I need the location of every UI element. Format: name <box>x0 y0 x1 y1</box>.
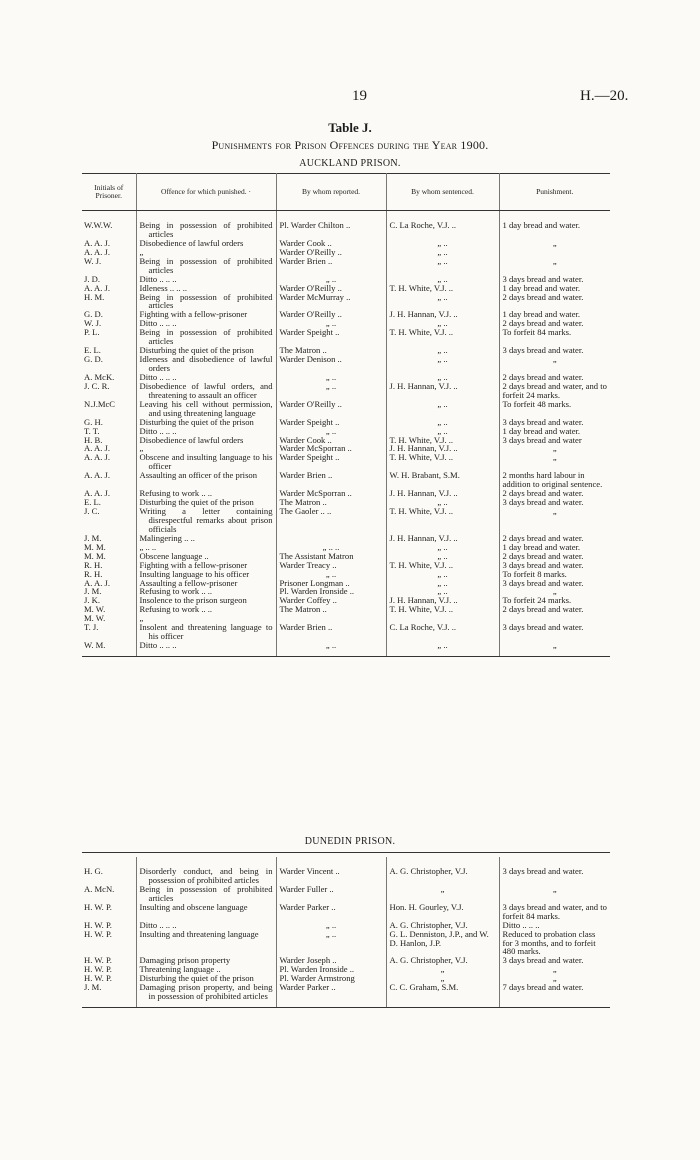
end-cell <box>386 1001 499 1008</box>
offence-cell: „ <box>136 444 276 453</box>
reported-by-cell: Warder McSporran .. <box>276 444 386 453</box>
end-cell <box>136 1001 276 1008</box>
initials-cell: G. D. <box>82 355 136 373</box>
reported-by-cell: „ .. <box>276 319 386 328</box>
punishment-cell: 2 days bread and water. <box>502 550 584 561</box>
table-top-rule <box>82 852 610 853</box>
reported-by-cell: „ .. <box>276 570 386 579</box>
punishment-cell: To forfeit 84 marks. <box>502 327 572 338</box>
punishment-cell: 3 days bread and water <box>502 434 582 445</box>
offence-cell: Ditto .. .. .. <box>136 921 276 930</box>
punishment-cell: Reduced to probation class for 3 months, and to forfeit 480 marks. <box>502 928 596 957</box>
reported-by-cell: Warder Treacy .. <box>276 561 386 570</box>
initials-cell: W.W.W. <box>82 221 136 239</box>
initials-cell: E. L. <box>82 498 136 507</box>
reported-by-cell: Warder Fuller .. <box>276 885 386 903</box>
initials-cell: A. A. J. <box>82 284 136 293</box>
reported-by-cell: Warder Speight .. <box>276 328 386 346</box>
offence-cell: Being in possession of prohibited articles <box>136 257 276 275</box>
offence-cell: Obscene language .. <box>136 552 276 561</box>
sentenced-by-cell: J. H. Hannan, V.J. .. <box>386 489 499 498</box>
offence-cell: Disorderly conduct, and being in possession of prohibited articles <box>136 867 276 885</box>
initials-cell: J. M. <box>82 983 136 1001</box>
sentenced-by-cell: C. La Roche, V.J. .. <box>386 221 499 239</box>
sentenced-by-cell: T. H. White, V.J. .. <box>386 605 499 614</box>
punishment-cell: 3 days bread and water. <box>502 622 584 633</box>
offence-cell: Disturbing the quiet of the prison <box>136 418 276 427</box>
punishment-cell: „ <box>552 964 557 975</box>
offence-cell: Fighting with a fellow-prisoner <box>136 310 276 319</box>
initials-cell: G. H. <box>82 418 136 427</box>
initials-cell: E. L. <box>82 346 136 355</box>
reported-by-cell: „ .. <box>276 373 386 382</box>
initials-cell: J. C. R. <box>82 382 136 400</box>
punishment-cell: To forfeit 8 marks. <box>502 568 567 579</box>
spacer-cell <box>82 857 136 867</box>
table-row <box>82 239 610 248</box>
sentenced-by-cell: „ .. <box>386 543 499 552</box>
reported-by-cell: Warder Brien .. <box>276 471 386 489</box>
offence-cell: Damaging prison property <box>136 956 276 965</box>
offence-cell: Leaving his cell without permission, and using threatening language <box>136 400 276 418</box>
initials-cell: H. W. P. <box>82 921 136 930</box>
offence-cell: Insulting and obscene language <box>136 903 276 921</box>
sentenced-by-cell: Hon. H. Gourley, V.J. <box>386 903 499 921</box>
reported-by-cell: Pl. Warder Chilton .. <box>276 221 386 239</box>
sentenced-by-cell: C. La Roche, V.J. .. <box>386 623 499 641</box>
table-row <box>82 221 610 239</box>
table-subtitle: Punishments for Prison Offences during the Year 1900. <box>211 138 489 152</box>
reported-by-cell: Warder Joseph .. <box>276 956 386 965</box>
table-row <box>82 903 610 921</box>
punishment-cell: To forfeit 24 marks. <box>502 595 572 606</box>
punishment-cell: 3 days bread and water. <box>502 345 584 356</box>
reported-by-cell: Pl. Warden Ironside .. <box>276 587 386 596</box>
column-header-offence: Offence for which punished. · <box>136 174 276 211</box>
reported-by-cell: Warder Parker .. <box>276 983 386 1001</box>
end-cell <box>82 650 136 657</box>
reported-by-cell: Warder Brien .. <box>276 257 386 275</box>
offence-cell: Idleness and disobedience of lawful orders <box>136 355 276 373</box>
offence-cell: Being in possession of prohibited articles <box>136 293 276 311</box>
sentenced-by-cell: „ <box>386 885 499 903</box>
table-row <box>82 400 610 418</box>
table-row <box>82 355 610 373</box>
initials-cell: J. C. <box>82 507 136 534</box>
initials-cell: W. M. <box>82 641 136 650</box>
initials-cell: A. A. J. <box>82 239 136 248</box>
initials-cell: W. J. <box>82 257 136 275</box>
reported-by-cell: The Assistant Matron <box>276 552 386 561</box>
punishment-cell: 2 days bread and water. <box>502 291 584 302</box>
table-row <box>82 641 610 650</box>
sentenced-by-cell: J. H. Hannan, V.J. .. <box>386 534 499 543</box>
initials-cell: T. T. <box>82 427 136 436</box>
sentenced-by-cell: A. G. Christopher, V.J. <box>386 956 499 965</box>
initials-cell: A. A. J. <box>82 453 136 471</box>
section-title-auckland: AUCKLAND PRISON. <box>299 158 401 169</box>
spacer-cell <box>82 211 136 222</box>
reported-by-cell: Warder McMurray .. <box>276 293 386 311</box>
offence-cell: Being in possession of prohibited articles <box>136 221 276 239</box>
reported-by-cell: „ .. <box>276 641 386 650</box>
initials-cell: A. A. J. <box>82 471 136 489</box>
table-row <box>82 507 610 534</box>
sentenced-by-cell: T. H. White, V.J. .. <box>386 328 499 346</box>
reported-by-cell: „ .. .. <box>276 543 386 552</box>
initials-cell: N.J.McC <box>82 400 136 418</box>
initials-cell: J. M. <box>82 587 136 596</box>
punishment-cell: 1 day bread and water. <box>502 220 581 230</box>
initials-cell: R. H. <box>82 561 136 570</box>
punishment-cell: „ <box>552 586 557 597</box>
sentenced-by-cell: J. H. Hannan, V.J. .. <box>386 382 499 400</box>
initials-cell: A. A. J. <box>82 489 136 498</box>
punishment-cell: „ <box>552 354 557 365</box>
table-row <box>82 293 610 311</box>
punishment-cell: 3 days bread and water. <box>502 273 584 284</box>
end-cell <box>499 1001 610 1008</box>
table-row <box>82 885 610 903</box>
sentenced-by-cell: J. H. Hannan, V.J. .. <box>386 310 499 319</box>
reported-by-cell: Warder O'Reilly .. <box>276 248 386 257</box>
initials-cell: M. M. <box>82 543 136 552</box>
punishment-cell: 2 days bread and water. <box>502 371 584 382</box>
offence-cell: Ditto .. .. .. <box>136 641 276 650</box>
offence-cell: Disobedience of lawful orders <box>136 436 276 445</box>
reported-by-cell: Pl. Warden Ironside .. <box>276 965 386 974</box>
initials-cell: H. W. P. <box>82 930 136 957</box>
punishment-cell: 3 days bread and water. <box>502 416 584 427</box>
sentenced-by-cell: J. H. Hannan, V.J. .. <box>386 596 499 605</box>
punishments-table-auckland <box>82 173 610 657</box>
offence-cell: Refusing to work .. .. <box>136 605 276 614</box>
table-row <box>82 867 610 885</box>
document-code: H.—20. <box>580 88 629 104</box>
sentenced-by-cell: A. G. Christopher, V.J. <box>386 921 499 930</box>
punishment-cell: 1 day bread and water. <box>502 425 581 436</box>
table-row <box>82 328 610 346</box>
reported-by-cell: Warder Cook .. <box>276 239 386 248</box>
sentenced-by-cell: „ .. <box>386 319 499 328</box>
reported-by-cell: The Gaoler .. .. <box>276 507 386 534</box>
punishment-cell: 3 days bread and water. <box>502 955 584 966</box>
table-row <box>82 471 610 489</box>
offence-cell: Disobedience of lawful orders, and threatening to assault an officer <box>136 382 276 400</box>
reported-by-cell: „ .. <box>276 921 386 930</box>
table-title: Table J. <box>328 120 372 135</box>
punishment-cell: 1 day bread and water. <box>502 541 581 552</box>
reported-by-cell: Warder Parker .. <box>276 903 386 921</box>
initials-cell: A. A. J. <box>82 444 136 453</box>
reported-by-cell: Warder O'Reilly .. <box>276 310 386 319</box>
reported-by-cell: Warder Vincent .. <box>276 867 386 885</box>
table-row <box>82 623 610 641</box>
initials-cell: J. K. <box>82 596 136 605</box>
offence-cell: Writing a letter containing disrespectful remarks about prison officials <box>136 507 276 534</box>
initials-cell: H. W. P. <box>82 974 136 983</box>
reported-by-cell: Warder Coffey .. <box>276 596 386 605</box>
punishment-cell: 7 days bread and water. <box>502 982 584 993</box>
offence-cell: „ <box>136 248 276 257</box>
sentenced-by-cell: J. H. Hannan, V.J. .. <box>386 444 499 453</box>
reported-by-cell: „ .. <box>276 275 386 284</box>
table-row <box>82 983 610 1001</box>
punishment-cell: 3 days bread and water. <box>502 866 584 876</box>
punishment-cell: 2 days bread and water. <box>502 488 584 499</box>
initials-cell: H. B. <box>82 436 136 445</box>
offence-cell: Idleness .. .. .. <box>136 284 276 293</box>
sentenced-by-cell: „ .. <box>386 248 499 257</box>
punishment-cell: „ <box>552 255 557 266</box>
table-end-row <box>82 1001 610 1008</box>
sentenced-by-cell: „ .. <box>386 587 499 596</box>
sentenced-by-cell: T. H. White, V.J. .. <box>386 507 499 534</box>
offence-cell: Insulting language to his officer <box>136 570 276 579</box>
reported-by-cell: Warder Cook .. <box>276 436 386 445</box>
punishment-cell: „ <box>552 237 557 248</box>
initials-cell: W. J. <box>82 319 136 328</box>
initials-cell: H. M. <box>82 293 136 311</box>
punishment-cell: 3 days bread and water. <box>502 577 584 588</box>
punishment-cell: 3 days bread and water, and to forfeit 84 marks. <box>502 901 607 921</box>
table-end-row <box>82 650 610 657</box>
offence-cell: Refusing to work .. .. <box>136 489 276 498</box>
offence-cell: Malingering .. .. <box>136 534 276 543</box>
offence-cell: Assaulting a fellow-prisoner <box>136 579 276 588</box>
end-cell <box>386 650 499 657</box>
offence-cell: Disturbing the quiet of the prison <box>136 346 276 355</box>
table-header-row <box>82 174 610 211</box>
sentenced-by-cell: „ <box>386 965 499 974</box>
offence-cell: Being in possession of prohibited articles <box>136 328 276 346</box>
offence-cell: Obscene and insulting language to his officer <box>136 453 276 471</box>
reported-by-cell: Warder O'Reilly .. <box>276 284 386 293</box>
initials-cell: A. A. J. <box>82 248 136 257</box>
punishment-cell: 2 days bread and water. <box>502 604 584 615</box>
reported-by-cell: Warder McSporran .. <box>276 489 386 498</box>
end-cell <box>82 1001 136 1008</box>
punishment-cell: To forfeit 48 marks. <box>502 398 572 409</box>
initials-cell: J. M. <box>82 534 136 543</box>
sentenced-by-cell: T. H. White, V.J. .. <box>386 453 499 471</box>
offence-cell: Being in possession of prohibited articles <box>136 885 276 903</box>
offence-cell: Insolence to the prison surgeon <box>136 596 276 605</box>
initials-cell: A. McK. <box>82 373 136 382</box>
punishments-table-dunedin <box>82 857 610 1008</box>
reported-by-cell: Pl. Warder Armstrong <box>276 974 386 983</box>
reported-by-cell: „ .. <box>276 930 386 957</box>
end-cell <box>136 650 276 657</box>
sentenced-by-cell: „ .. <box>386 570 499 579</box>
sentenced-by-cell: „ .. <box>386 641 499 650</box>
column-header-sentenced-by: By whom sentenced. <box>386 174 499 211</box>
sentenced-by-cell: T. H. White, V.J. .. <box>386 561 499 570</box>
sentenced-by-cell: „ .. <box>386 418 499 427</box>
initials-cell: A. A. J. <box>82 579 136 588</box>
column-header-punishment: Punishment. <box>499 174 610 211</box>
punishment-cell: 2 days bread and water. <box>502 318 584 329</box>
punishment-cell: „ <box>552 640 557 651</box>
sentenced-by-cell: „ .. <box>386 346 499 355</box>
punishment-cell: 1 day bread and water. <box>502 309 581 320</box>
initials-cell: T. J. <box>82 623 136 641</box>
reported-by-cell: Warder Speight .. <box>276 453 386 471</box>
sentenced-by-cell: „ .. <box>386 239 499 248</box>
offence-cell: Ditto .. .. .. <box>136 275 276 284</box>
offence-cell: Disobedience of lawful orders <box>136 239 276 248</box>
initials-cell: H. W. P. <box>82 965 136 974</box>
reported-by-cell: The Matron .. <box>276 498 386 507</box>
offence-cell: „ .. .. <box>136 543 276 552</box>
sentenced-by-cell: G. L. Denniston, J.P., and W. D. Hanlon, J.P. <box>386 930 499 957</box>
offence-cell: Insolent and threatening language to his officer <box>136 623 276 641</box>
punishment-cell: „ <box>552 506 557 516</box>
initials-cell: H. W. P. <box>82 903 136 921</box>
reported-by-cell: „ .. <box>276 382 386 400</box>
initials-cell: H. G. <box>82 867 136 885</box>
reported-by-cell: The Matron .. <box>276 605 386 614</box>
offence-cell: Fighting with a fellow-prisoner <box>136 561 276 570</box>
initials-cell: P. L. <box>82 328 136 346</box>
sentenced-by-cell: „ .. <box>386 355 499 373</box>
reported-by-cell: The Matron .. <box>276 346 386 355</box>
initials-cell: J. D. <box>82 275 136 284</box>
table-row <box>82 930 610 957</box>
column-header-reported-by: By whom reported. <box>276 174 386 211</box>
sentenced-by-cell: „ .. <box>386 400 499 418</box>
offence-cell: Assaulting an officer of the prison <box>136 471 276 489</box>
initials-cell: H. W. P. <box>82 956 136 965</box>
offence-cell: Refusing to work .. .. <box>136 587 276 596</box>
punishment-cell: 3 days bread and water. <box>502 497 584 508</box>
sentenced-by-cell: „ .. <box>386 293 499 311</box>
end-cell <box>499 650 610 657</box>
punishment-cell: 2 months hard labour in addition to original sentence. <box>502 470 603 490</box>
punishment-cell: 3 days bread and water. <box>502 559 584 570</box>
reported-by-cell: Warder O'Reilly .. <box>276 400 386 418</box>
offence-cell: „ <box>136 614 276 623</box>
offence-cell: Damaging prison property, and being in possession of prohibited articles <box>136 983 276 1001</box>
reported-by-cell: „ .. <box>276 427 386 436</box>
sentenced-by-cell: „ .. <box>386 498 499 507</box>
punishment-cell: „ <box>552 443 557 454</box>
offence-cell: Ditto .. .. .. <box>136 427 276 436</box>
reported-by-cell: Prisoner Longman .. <box>276 579 386 588</box>
sentenced-by-cell: A. G. Christopher, V.J. <box>386 867 499 885</box>
sentenced-by-cell: C. C. Graham, S.M. <box>386 983 499 1001</box>
initials-cell: M. W. <box>82 605 136 614</box>
reported-by-cell: Warder Speight .. <box>276 418 386 427</box>
reported-by-cell: Warder Denison .. <box>276 355 386 373</box>
table-row <box>82 605 610 614</box>
table-row <box>82 453 610 471</box>
punishment-cell: Ditto .. .. .. <box>502 919 540 930</box>
sentenced-by-cell: T. H. White, V.J. .. <box>386 436 499 445</box>
offence-cell: Ditto .. .. .. <box>136 319 276 328</box>
sentenced-by-cell: „ .. <box>386 257 499 275</box>
sentenced-by-cell: „ <box>386 974 499 983</box>
offence-cell: Disturbing the quiet of the prison <box>136 498 276 507</box>
offence-cell: Threatening language .. <box>136 965 276 974</box>
sentenced-by-cell: „ .. <box>386 427 499 436</box>
sentenced-by-cell: W. H. Brabant, S.M. <box>386 471 499 489</box>
page-number: 19 <box>352 88 367 104</box>
offence-cell: Disturbing the quiet of the prison <box>136 974 276 983</box>
table-row <box>82 257 610 275</box>
offence-cell: Insulting and threatening language <box>136 930 276 957</box>
punishment-cell: „ <box>552 973 557 984</box>
initials-cell: R. H. <box>82 570 136 579</box>
offence-cell: Ditto .. .. .. <box>136 373 276 382</box>
initials-cell: M. M. <box>82 552 136 561</box>
punishment-cell: „ <box>552 883 557 894</box>
punishment-cell: „ <box>552 452 557 463</box>
column-header-initials: Initials of Prisoner. <box>82 174 136 211</box>
punishment-cell: 2 days bread and water, and to forfeit 24 marks. <box>502 380 607 400</box>
sentenced-by-cell: T. H. White, V.J. .. <box>386 284 499 293</box>
initials-cell: G. D. <box>82 310 136 319</box>
punishment-cell: 2 days bread and water. <box>502 532 584 543</box>
sentenced-by-cell: „ .. <box>386 552 499 561</box>
reported-by-cell: Warder Brien .. <box>276 623 386 641</box>
initials-cell: M. W. <box>82 614 136 623</box>
punishment-cell: 1 day bread and water. <box>502 282 581 293</box>
end-cell <box>276 1001 386 1008</box>
sentenced-by-cell: „ .. <box>386 275 499 284</box>
initials-cell: A. McN. <box>82 885 136 903</box>
section-title-dunedin: DUNEDIN PRISON. <box>304 836 396 847</box>
end-cell <box>276 650 386 657</box>
table-row <box>82 382 610 400</box>
sentenced-by-cell: „ .. <box>386 373 499 382</box>
sentenced-by-cell: „ .. <box>386 579 499 588</box>
